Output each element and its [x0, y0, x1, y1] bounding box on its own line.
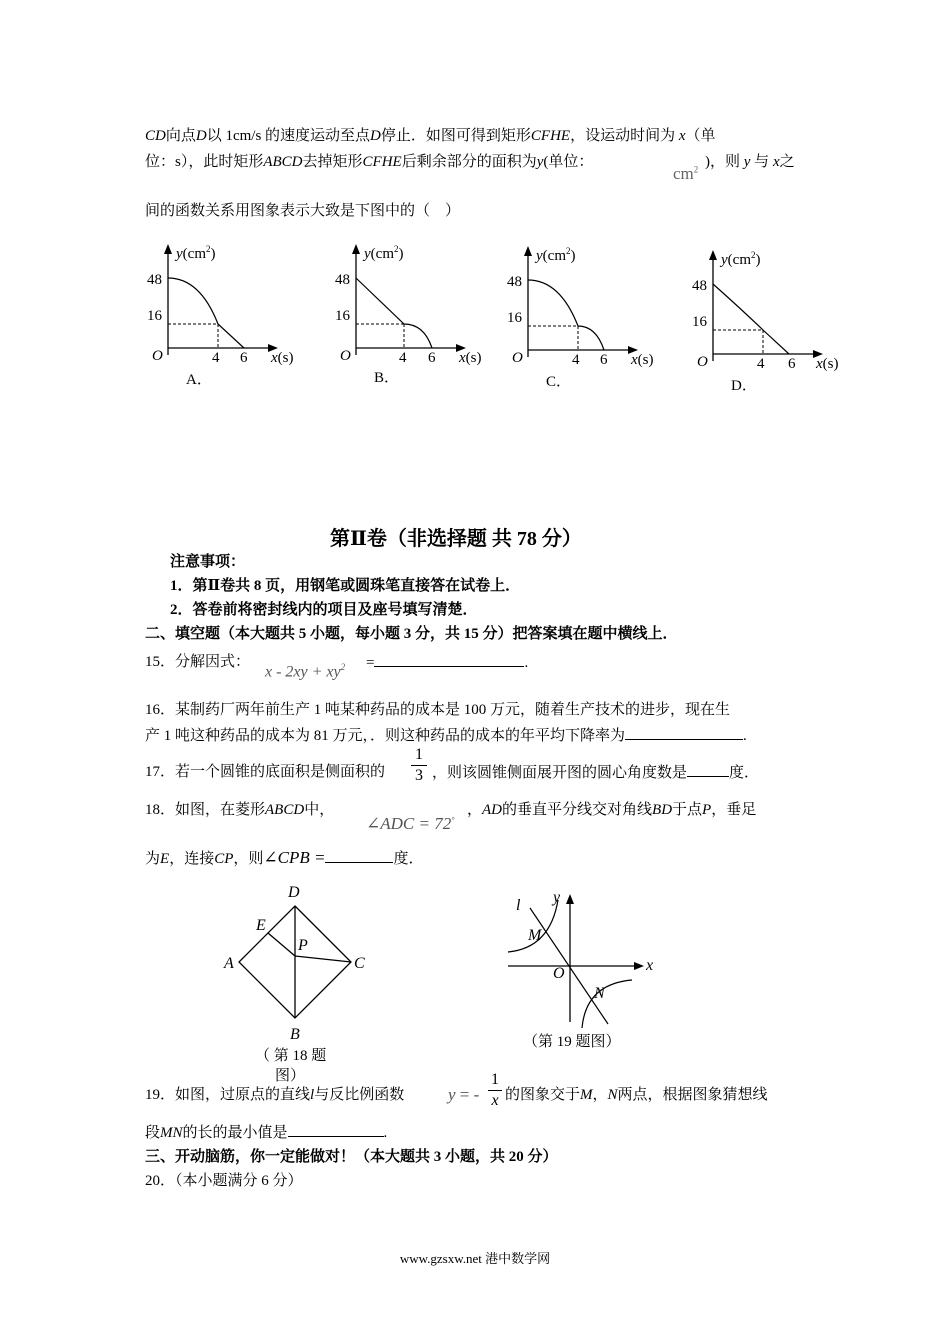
fraction-bar — [411, 765, 427, 766]
x-label: x(s) — [459, 350, 482, 366]
end: 度． — [393, 851, 424, 867]
text: （单 — [685, 128, 716, 144]
footer: www.gzsxw.net 港中数学网 — [399, 1251, 551, 1266]
tick-4: 4 — [757, 356, 765, 372]
text: 以 1cm/s 的速度运动至点 — [206, 128, 371, 144]
text: ，垂足 — [711, 802, 757, 818]
text: ， — [467, 802, 483, 818]
label-e: E — [256, 917, 266, 934]
q17-fraction — [411, 746, 427, 785]
text: 的长的最小值是 — [182, 1125, 288, 1141]
text: 为 — [145, 851, 161, 867]
angle2: ∠CPB = — [263, 848, 326, 867]
text: ，则该圆锥侧面展开图的圆心角度数是 — [432, 765, 688, 781]
note-1: 1．第Ⅱ卷共 8 页，用钢笔或圆珠笔直接答在试卷上． — [170, 578, 521, 594]
fig18-caption-2: 图） — [275, 1068, 306, 1084]
text: 之 — [779, 154, 795, 170]
y-arrow — [164, 244, 172, 254]
label-b: B — [290, 1026, 300, 1043]
text: 中， — [304, 802, 335, 818]
den: x — [491, 1092, 499, 1109]
unit-cm2 — [673, 164, 698, 184]
var-p: P — [702, 802, 712, 818]
x-label: x(s) — [631, 352, 654, 368]
part3-heading: 三、开动脑筋，你一定能做对！（本大题共 3 小题，共 20 分） — [145, 1149, 558, 1165]
graph-c-svg — [500, 240, 670, 395]
graph-b — [328, 238, 498, 398]
text: 产 1 吨这种药品的成本为 81 万元，．则这种药品的成本的年平均下降率为 — [145, 728, 626, 744]
note-2: 2．答卷前将密封线内的项目及座号填写清楚． — [170, 602, 478, 618]
var-d: D — [370, 128, 381, 144]
q15-expr — [265, 662, 345, 681]
text: 段 — [145, 1125, 161, 1141]
sup: ° — [451, 815, 455, 825]
tick-6: 6 — [240, 350, 248, 366]
text: 与 — [754, 154, 770, 170]
var-n: N — [607, 1087, 618, 1103]
q16-blank[interactable] — [625, 725, 743, 740]
q15-answer — [366, 652, 528, 673]
var-cfhe: CFHE — [530, 128, 571, 144]
var-abcd: ABCD — [265, 802, 305, 818]
q18-line1-b — [467, 800, 756, 820]
text: 去掉矩形 — [302, 154, 363, 170]
tick-48: 48 — [147, 272, 162, 288]
tick-4: 4 — [399, 350, 407, 366]
func-eq: = - — [459, 1085, 480, 1104]
text: ，设运动时间为 — [570, 128, 676, 144]
text: (单位： — [543, 154, 594, 170]
text: )，则 — [705, 154, 740, 170]
tick-16: 16 — [335, 308, 350, 324]
curve — [168, 278, 244, 348]
tick-16: 16 — [692, 314, 707, 330]
var-ad: AD — [482, 802, 503, 818]
q19-fraction — [488, 1071, 502, 1110]
section-title: 第Ⅱ卷（非选择题 共 78 分） — [330, 528, 582, 550]
end: . — [743, 728, 747, 744]
y-arrow — [352, 244, 360, 254]
var-abcd: ABCD — [263, 154, 303, 170]
q17-blank[interactable] — [687, 762, 729, 777]
q18-angle — [366, 814, 454, 834]
fig18-caption-1: （ 第 18 题 — [255, 1048, 327, 1064]
q18-blank[interactable] — [325, 848, 393, 863]
num: 1 — [415, 746, 423, 763]
figure-19 — [500, 882, 670, 1037]
choice-a: A． — [186, 372, 212, 388]
y-label: $y(cm^2)$ — [721, 250, 761, 268]
var-bd: BD — [652, 802, 673, 818]
text: 后剩余部分的面积为 — [401, 154, 537, 170]
y-arrow — [566, 894, 574, 904]
text: 于点 — [672, 802, 703, 818]
func-y: y — [448, 1085, 456, 1104]
y-arrow — [709, 250, 717, 260]
graph-c — [500, 240, 670, 400]
eq: = — [366, 655, 375, 671]
part2-heading: 二、填空题（本大题共 5 小题，每小题 3 分，共 15 分）把答案填在题中横线上． — [145, 626, 678, 642]
y-label: $y(cm^2)$ — [176, 244, 216, 262]
q17-b — [432, 762, 759, 783]
var-l: l — [310, 1087, 315, 1103]
tick-48: 48 — [507, 274, 522, 290]
choice-c: C． — [546, 374, 572, 390]
fraction-bar — [488, 1090, 502, 1091]
tick-6: 6 — [428, 350, 436, 366]
figure-18 — [215, 880, 385, 1050]
figure-18-svg — [215, 880, 385, 1045]
den: 3 — [415, 767, 423, 784]
var-mn: MN — [160, 1125, 183, 1141]
q18-line2 — [145, 848, 423, 869]
graph-a — [140, 238, 310, 398]
var-cp: CP — [214, 851, 234, 867]
label-y: y — [553, 889, 561, 906]
expr: x - 2xy + xy — [265, 663, 341, 681]
label-o: O — [553, 965, 565, 982]
y-arrow — [524, 246, 532, 256]
text: 的图象交于 — [505, 1087, 581, 1103]
var-d: D — [195, 128, 207, 144]
text: 18．如图，在菱形 — [145, 802, 266, 818]
graph-a-svg — [140, 238, 310, 393]
var-y: y — [536, 154, 544, 170]
text: 向点 — [165, 128, 196, 144]
choice-d: D． — [731, 378, 757, 394]
label-x: x — [646, 957, 654, 974]
origin: O — [512, 350, 523, 366]
label-d: D — [288, 884, 300, 901]
hyperbola-branch-2 — [582, 980, 632, 1028]
q20-label: 20．（本小题满分 6 分） — [145, 1173, 303, 1189]
label-n: N — [594, 985, 605, 1002]
text: 停止．如图可得到矩形 — [380, 128, 531, 144]
text: 的垂直平分线交对角线 — [502, 802, 653, 818]
q19-blank[interactable] — [288, 1122, 384, 1137]
origin: O — [340, 348, 351, 364]
var-x: x — [772, 154, 780, 170]
text: ，则 — [233, 851, 264, 867]
y-label: $y(cm^2)$ — [364, 244, 404, 262]
figure-19-svg — [500, 882, 670, 1032]
angle: ∠ADC = 72 — [366, 814, 452, 833]
q19-b — [505, 1085, 768, 1105]
text: 两点，根据图象猜想线 — [617, 1087, 768, 1103]
end: . — [383, 1125, 388, 1141]
intro-line-2 — [145, 152, 593, 172]
q16-line1: 16．某制药厂两年前生产 1 吨某种药品的成本是 100 万元，随着生产技术的进步，现在生 — [145, 702, 731, 718]
text: 19．如图，过原点的直线 — [145, 1087, 311, 1103]
x-label: x(s) — [816, 356, 839, 372]
label-c: C — [354, 955, 365, 972]
graph-d-svg — [685, 244, 855, 399]
segment-cp — [295, 956, 351, 962]
x-arrow — [634, 962, 644, 970]
text: 位：s），此时矩形 — [145, 154, 264, 170]
var-cd: CD — [145, 128, 166, 144]
q18-line1-a — [145, 800, 334, 820]
end: . — [524, 655, 529, 671]
origin: O — [152, 348, 163, 364]
label-p: P — [298, 937, 308, 954]
origin: O — [697, 354, 708, 370]
var-cfhe: CFHE — [362, 154, 402, 170]
intro-line-1 — [145, 126, 716, 146]
var-y: y — [743, 154, 751, 170]
tick-16: 16 — [147, 308, 162, 324]
notes-title: 注意事项： — [170, 554, 246, 570]
tick-4: 4 — [212, 350, 220, 366]
q15-blank[interactable] — [374, 652, 524, 667]
end: 度． — [729, 765, 760, 781]
var-m: M — [580, 1087, 593, 1103]
label-a: A — [224, 955, 234, 972]
unit-sup: 2 — [693, 164, 699, 175]
unit-text: cm — [673, 164, 694, 183]
curve — [528, 280, 604, 350]
perp-bisector — [268, 933, 295, 956]
num: 1 — [491, 1071, 499, 1088]
tick-48: 48 — [692, 278, 707, 294]
text: ， — [592, 1087, 608, 1103]
q17-a: 17．若一个圆锥的底面积是侧面积的 — [145, 764, 386, 780]
text: 与反比例函数 — [314, 1087, 405, 1103]
sup: 2 — [340, 662, 346, 672]
fig19-caption: （第 19 题图） — [523, 1034, 621, 1050]
var-e: E — [160, 851, 170, 867]
q16-line2 — [145, 725, 747, 746]
curve — [356, 278, 432, 348]
x-label: x(s) — [271, 350, 294, 366]
tick-4: 4 — [572, 352, 580, 368]
intro-line-3: 间的函数关系用图象表示大致是下图中的（ ） — [145, 203, 461, 219]
curve — [713, 284, 789, 354]
intro-line-2-end — [705, 152, 795, 172]
y-label: $y(cm^2)$ — [536, 246, 576, 264]
text: ，连接 — [169, 851, 215, 867]
tick-6: 6 — [788, 356, 796, 372]
tick-16: 16 — [507, 310, 522, 326]
q15-label: 15．分解因式： — [145, 654, 251, 670]
tick-6: 6 — [600, 352, 608, 368]
choice-b: B． — [374, 370, 400, 386]
graph-b-svg — [328, 238, 498, 393]
q19-a — [145, 1085, 404, 1105]
q19-line2 — [145, 1122, 387, 1143]
q19-func — [448, 1085, 479, 1105]
graph-d — [685, 244, 855, 404]
label-l: l — [516, 897, 521, 914]
tick-48: 48 — [335, 272, 350, 288]
var-x: x — [678, 128, 686, 144]
label-m: M — [528, 927, 542, 944]
